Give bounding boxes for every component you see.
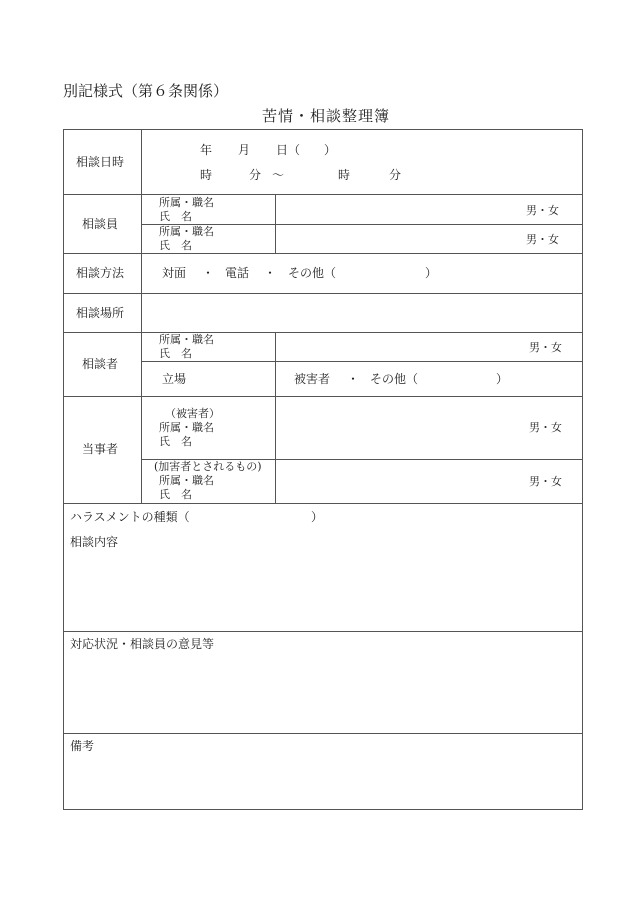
- method-face: 対面: [162, 266, 187, 280]
- inner-column-divider: [275, 194, 276, 253]
- row-divider: [63, 631, 583, 632]
- harassment-type-label: ハラスメントの種類（: [70, 510, 190, 524]
- row-divider: [63, 733, 583, 734]
- month-label: 月: [238, 143, 251, 157]
- label-column-divider: [141, 129, 142, 503]
- response-label: 対応状況・相談員の意見等: [70, 637, 215, 651]
- counselor-1-affiliation: 所属・職名: [159, 196, 214, 209]
- inner-column-divider: [275, 396, 276, 503]
- hour2-label: 時: [338, 168, 351, 182]
- counselor-1-gender: 男・女: [526, 204, 559, 217]
- consulter-gender: 男・女: [529, 341, 562, 354]
- counselor-2-name: 氏 名: [159, 239, 192, 252]
- victim-affiliation: 所属・職名: [159, 421, 214, 434]
- method-phone: 電話: [225, 266, 250, 280]
- method-dot-1: ・: [202, 266, 215, 280]
- victim-name: 氏 名: [159, 435, 192, 448]
- counselor-label: 相談員: [82, 217, 119, 231]
- method-dot-2: ・: [264, 266, 277, 280]
- method-other: その他（: [288, 266, 337, 280]
- day-label: 日（ ）: [276, 143, 337, 157]
- method-close: ）: [425, 266, 438, 280]
- consulter-other: その他（: [370, 372, 419, 386]
- consulter-victim: 被害者: [294, 372, 331, 386]
- consulter-close: ）: [496, 372, 509, 386]
- harassment-type-close: ）: [311, 510, 324, 524]
- minute2-label: 分: [389, 168, 402, 182]
- parties-label: 当事者: [82, 442, 119, 456]
- accused-name: 氏 名: [159, 488, 192, 501]
- accused-affiliation: 所属・職名: [159, 474, 214, 487]
- tilde: ～: [272, 168, 285, 182]
- victim-role: （被害者）: [165, 407, 220, 420]
- counselor-2-gender: 男・女: [526, 233, 559, 246]
- inner-column-divider: [275, 332, 276, 396]
- consulter-position-label: 立場: [162, 372, 187, 386]
- counselor-2-affiliation: 所属・職名: [159, 225, 214, 238]
- consulter-dot: ・: [347, 372, 360, 386]
- counselor-1-name: 氏 名: [159, 210, 192, 223]
- page-title: 苦情・相談整理簿: [262, 107, 391, 125]
- consulter-affiliation: 所属・職名: [159, 333, 214, 346]
- victim-gender: 男・女: [529, 421, 562, 434]
- minute-label: 分: [249, 168, 262, 182]
- accused-gender: 男・女: [529, 475, 562, 488]
- sub-row-divider: [141, 361, 583, 362]
- content-label: 相談内容: [70, 535, 119, 549]
- date-label: 相談日時: [76, 155, 125, 169]
- accused-role: (加害者とされるもの): [154, 460, 262, 473]
- remarks-label: 備考: [70, 739, 95, 753]
- consulter-label: 相談者: [82, 357, 119, 371]
- row-divider: [63, 503, 583, 504]
- method-label: 相談方法: [76, 266, 125, 280]
- form-label: 別記様式（第６条関係）: [63, 82, 229, 100]
- place-label: 相談場所: [76, 306, 125, 320]
- consulter-name: 氏 名: [159, 347, 192, 360]
- hour-label: 時: [200, 168, 213, 182]
- year-label: 年: [200, 143, 213, 157]
